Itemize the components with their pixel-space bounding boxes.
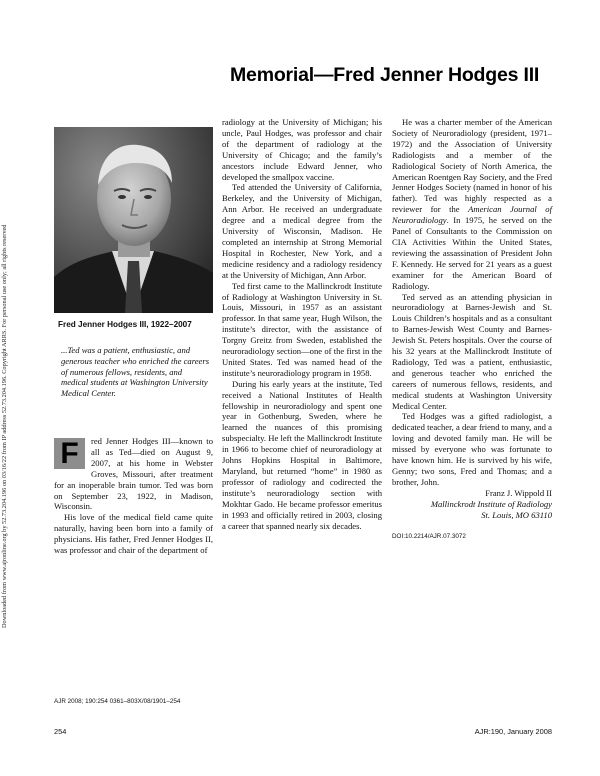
- portrait-image: [54, 127, 213, 313]
- paragraph: radiology at the University of Michigan; his uncle, Paul Hodges, was professor and chair of the department of radiology at the University of Chicago; and the family’s ancestors include Edward Jenner, who developed the smallpox vaccine.: [222, 117, 382, 182]
- journal-footer: AJR:190, January 2008: [474, 727, 552, 736]
- paragraph: F red Jenner Hodges III—known to all as Ted—died on August 9, 2007, at his home in Webster Groves, Missouri, after treatment for an inoperable brain tumor. Ted was born on September 23, 1922, in Madison, Wisconsin.: [54, 436, 213, 512]
- author-name: Franz J. Wippold II: [485, 487, 552, 498]
- article-title: Memorial—Fred Jenner Hodges III: [230, 64, 540, 86]
- paragraph: Ted attended the University of California, Berkeley, and the University of Michigan, Ann Arbor. He received an undergraduate degree and a medical degree from the University of Wisconsin, Madison. He completed an internship at Strong Memorial Hospital in Rochester, New York, and a medicine residency and a radiology residency at the University of Michigan, Ann Arbor.: [222, 182, 382, 280]
- author-institution: Mallinckrodt Institute of Radiology: [430, 498, 552, 509]
- paragraph: His love of the medical field came quite naturally, having been born into a family of physicians. His father, Fred Jenner Hodges II, was professor and chair of the department of: [54, 512, 213, 556]
- column-3: [392, 117, 552, 521]
- paragraph: Ted served as an attending physician in neuroradiology at Barnes-Jewish and St. Louis Children’s hospitals and as a consultant to Barnes-Jewish West County and Barnes-Jewish St. Peters hospitals. Over the course of his 32 years at the Mallinckrodt Institute of Radiology, Ted was a patient, enthusiastic, and generous teacher who enriched the careers of numerous fellows, residents, and medical students at Washington University Medical Center.: [392, 291, 552, 411]
- citation-line: AJR 2008; 190:254 0361–803X/08/1901–254: [54, 698, 181, 705]
- download-notice-text: Downloaded from www.ajronline.org by 52.73.204.196 on 03/16/22 from IP address 52.73.204.196. Copyright ARRS. For personal use only; all rights reserved: [1, 224, 8, 628]
- drop-cap: F: [54, 438, 85, 469]
- photo-caption: Fred Jenner Hodges III, 1922–2007: [58, 320, 192, 329]
- download-notice: [0, 150, 12, 630]
- column-2: [222, 117, 382, 531]
- pull-quote: ...Ted was a patient, enthusiastic, and generous teacher who enriched the careers of numerous fellows, residents, and medical students at Washington University Medical Center.: [61, 345, 210, 399]
- paragraph: Ted first came to the Mallinckrodt Institute of Radiology at Washington University in St. Louis, Missouri, in 1957 as an assistant professor. In that same year, Hugh Wilson, the institute’s director, with the assistance of Torgny Greitz from Sweden, established the neuroradiology section—one of the first in the United States. Ted was named head of the institute’s neuroradiology program in 1958.: [222, 280, 382, 378]
- page-number: 254: [54, 727, 67, 736]
- journal-title: American Journal of Neuroradiology: [392, 204, 552, 226]
- author-city: St. Louis, MO 63110: [481, 509, 552, 520]
- column-1: [54, 436, 213, 556]
- paragraph: He was a charter member of the American Society of Neuroradiology (president, 1971–1972) and the Association of University Radiologists and a member of the Radiological Society of North America, the American Roentgen Ray Society, and the Fred Jenner Hodges Society (named in honor of his father). Ted was highly respected as a reviewer for the American Journal of Neuroradiology. In 1975, he served on the Panel of Consultants to the Commission on CIA Activities Within the United States, reviewing the assassination of President John F. Kennedy. He served for 21 years as a guest examiner for the American Board of Radiology.: [392, 117, 552, 291]
- portrait-photo: [54, 127, 213, 313]
- doi: DOI:10.2214/AJR.07.3072: [392, 533, 466, 540]
- paragraph: Ted Hodges was a gifted radiologist, a dedicated teacher, a dear friend to many, and a loving and devoted family man. He will be missed by everyone who was fortunate to have known him. He is survived by his wife, Genny; two sons, Fred and Thomas; and a brother, John.: [392, 411, 552, 487]
- paragraph: During his early years at the institute, Ted received a National Institutes of Health fellowship in neuroradiology and spent one year in Gothenburg, Sweden, where he learned the nuances of this promising subspecialty. He left the Mallinckrodt Institute in 1966 to become chief of neuroradiology at Johns Hopkins Hospital in Baltimore, Maryland, but returned “home” in 1980 as professor of radiology and codirected the institute’s neuroradiology section with Mokhtar Gado. He became professor emeritus in 1993 and officially retired in 2003, closing a career that spanned nearly six decades.: [222, 378, 382, 531]
